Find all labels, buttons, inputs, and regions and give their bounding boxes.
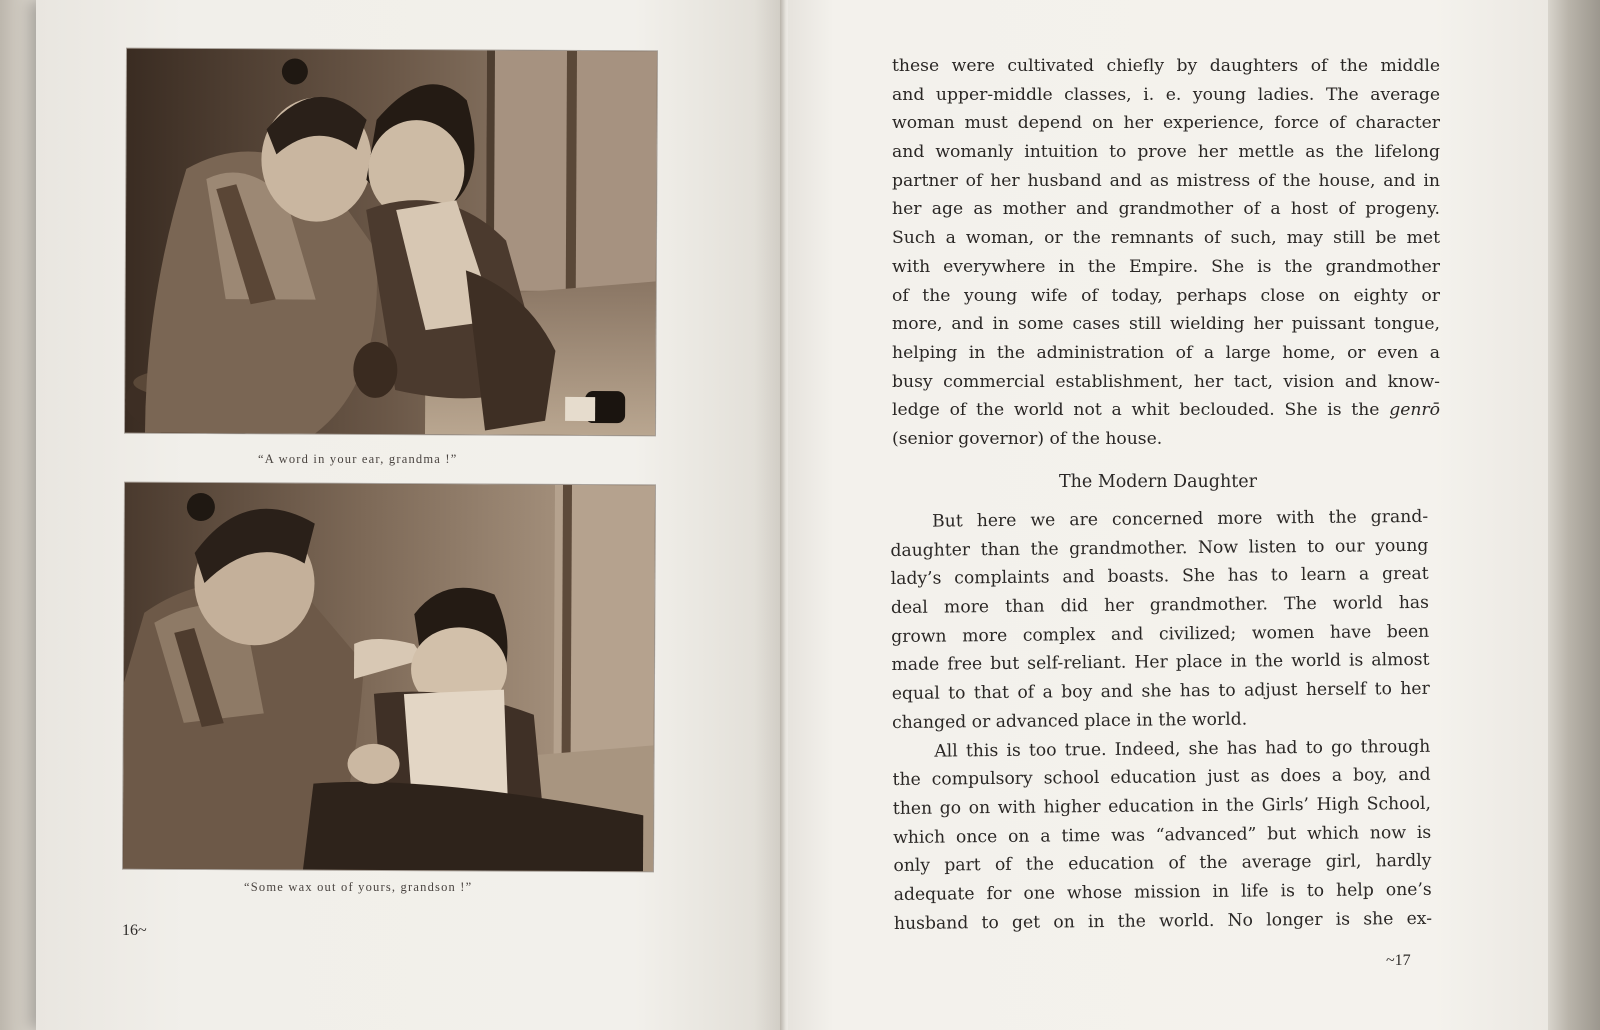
text-line-start: ledge of the world not a whit beclouded. She is the — [892, 400, 1390, 421]
text-line: helping in the administration of a large home, or even a — [892, 342, 1440, 363]
text-line: equal to that of a boy and she has to adjust herself to her — [891, 678, 1430, 705]
photo-caption-1: “A word in your ear, grandma !” — [258, 452, 458, 466]
text-line: deal more than did her grandmother. The world has — [890, 592, 1430, 619]
text-line: made free but self-reliant. Her place in the world is almost — [891, 650, 1430, 676]
text-line: But here we are concerned more with the grand- — [932, 506, 1429, 532]
photo-caption-2: “Some wax out of yours, grandson !” — [244, 880, 473, 894]
photo-grandma-whisper — [125, 49, 657, 436]
text-line: then go on with higher education in the Girls’ High School, — [892, 793, 1431, 819]
paragraph-grandmother — [892, 52, 1440, 454]
text-line: busy commercial establishment, her tact, vision and know- — [892, 371, 1440, 392]
text-line: adequate for one whose mission in life is to help one’s — [893, 879, 1432, 905]
text-line: with everywhere in the Empire. She is the grandmother — [892, 256, 1440, 277]
text-line: Such a woman, or the remnants of such, may still be met — [892, 228, 1440, 249]
text-line: husband to get on in the world. No longer is she ex- — [893, 908, 1433, 934]
text-line: and womanly intuition to prove her mettle as the lifelong — [892, 142, 1440, 163]
italic-word-genro: genrō — [1389, 400, 1440, 421]
photo-grandson-ear — [123, 483, 655, 872]
text-line: and upper-middle classes, i. e. young ladies. The average — [892, 84, 1440, 105]
text-line: partner of her husband and as mistress of the house, and in — [892, 170, 1440, 191]
text-line: grown more complex and civilized; women have been — [891, 621, 1430, 647]
text-line: changed or advanced place in the world. — [891, 709, 1248, 733]
text-line: woman must depend on her experience, force of character — [892, 113, 1440, 134]
paragraph-modern-daughter — [890, 503, 1432, 938]
text-line: daughter than the grandmother. Now listen to our young — [890, 535, 1429, 561]
text-line: (senior governor) of the house. — [892, 428, 1163, 449]
page-number-left: 16~ — [122, 922, 147, 939]
page-edge-stack — [1548, 0, 1600, 1030]
text-line: the compulsory school education just as does a boy, and — [892, 765, 1431, 791]
text-line-genro — [892, 396, 1440, 425]
page-number-right: ~17 — [1386, 952, 1411, 969]
text-line: which once on a time was “advanced” but which now is — [893, 822, 1432, 848]
text-line: only part of the education of the average girl, hardly — [893, 851, 1432, 877]
text-line: of the young wife of today, perhaps close on eighty or — [892, 285, 1440, 306]
section-heading: The Modern Daughter — [1058, 472, 1258, 492]
text-line: more, and in some cases still wielding her puissant tongue, — [892, 314, 1440, 335]
text-line: her age as mother and grandmother of a host of progeny. — [892, 199, 1440, 220]
text-line: these were cultivated chiefly by daughters of the middle — [892, 56, 1440, 76]
text-line: lady’s complaints and boasts. She has to learn a great — [890, 564, 1429, 590]
text-line: All this is too true. Indeed, she has had to go through — [934, 736, 1431, 762]
